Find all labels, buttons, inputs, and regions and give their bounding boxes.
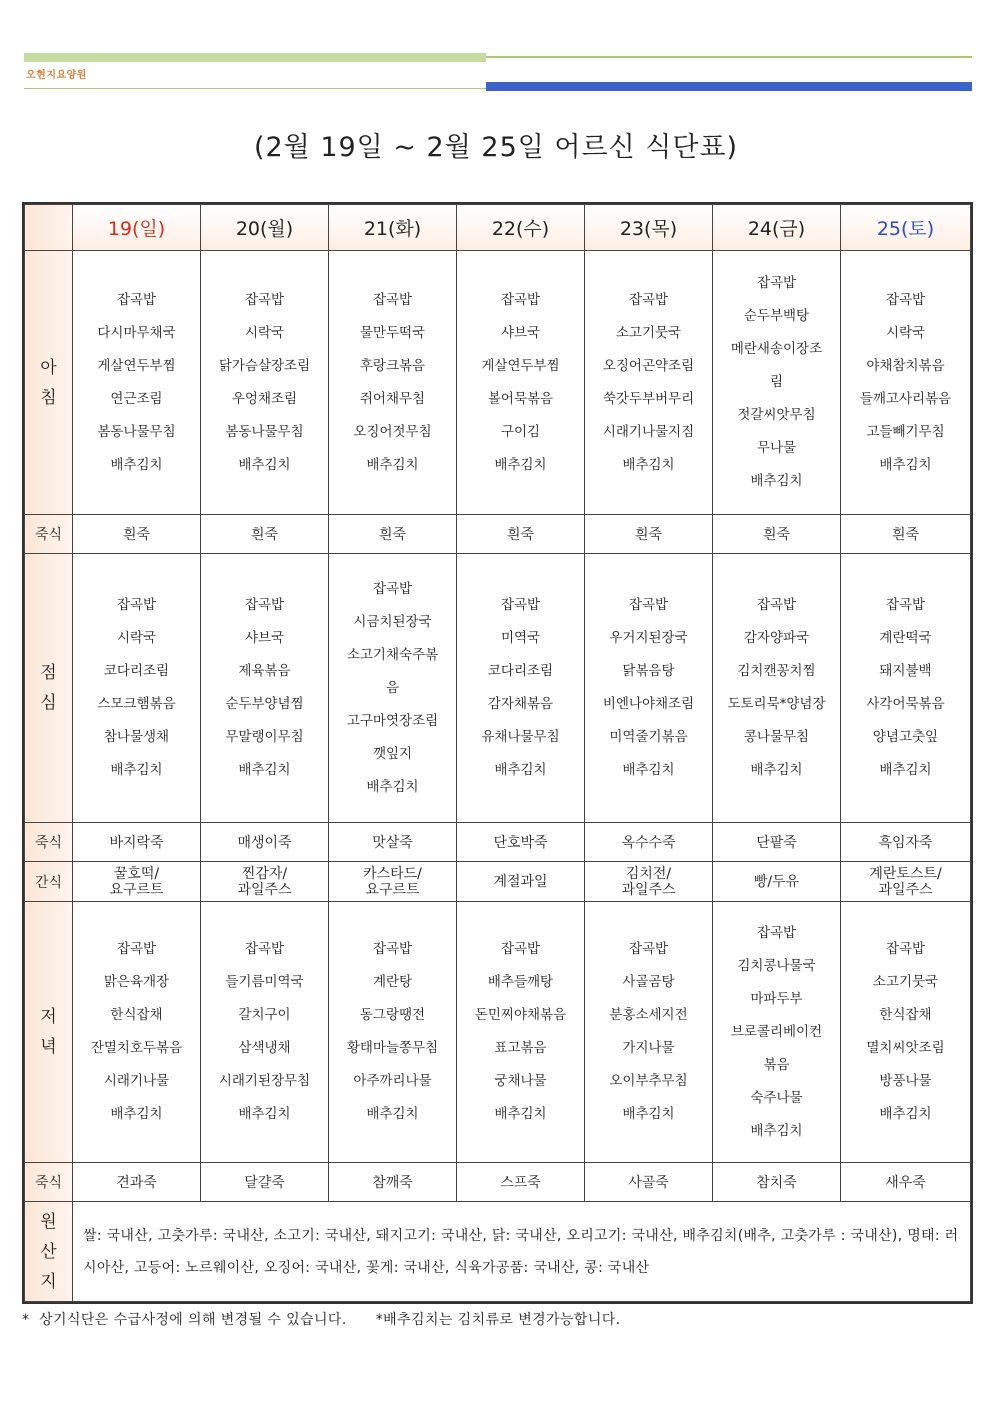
juk-cell: 참치죽 [713, 1163, 841, 1202]
menu-item: 메란새송이장조 [730, 341, 823, 357]
dinner-label [25, 902, 73, 1163]
breakfast-row [25, 251, 971, 515]
breakfast-cell [585, 251, 713, 515]
menu-item: 깻잎지 [372, 745, 413, 762]
lunch-cell [73, 554, 201, 823]
day-header-row [25, 205, 971, 251]
menu-item: 닭볶음탕 [622, 663, 675, 679]
menu-item: 배추김치 [879, 456, 932, 473]
day-header-mon: 20(월) [201, 205, 329, 251]
menu-item: 감자채볶음 [487, 696, 554, 712]
menu-item: 돼지불백 [879, 663, 932, 679]
corner-cell [25, 205, 73, 251]
menu-item: 계란탕 [372, 974, 413, 990]
menu-item: 고들빼기무침 [866, 423, 945, 440]
menu-item: 가지나물 [622, 1040, 675, 1056]
day-header-tue: 21(화) [329, 205, 457, 251]
menu-item: 양념고춧잎 [872, 729, 939, 745]
dinner-cell [329, 902, 457, 1163]
breakfast-cell [713, 251, 841, 515]
menu-item: 잡곡밥 [244, 597, 285, 613]
menu-item: 소고기뭇국 [615, 324, 682, 341]
menu-item: 잡곡밥 [116, 597, 157, 613]
menu-item: 샤브국 [244, 630, 285, 646]
menu-item: 배추김치 [622, 1106, 675, 1122]
menu-item: 림 [769, 374, 784, 390]
dinner-row [25, 902, 971, 1163]
menu-item: 쑥갓두부버무리 [602, 390, 695, 407]
juk-cell: 흰죽 [73, 515, 201, 554]
menu-item: 배추김치 [366, 778, 419, 795]
snack-label: 간식 [25, 862, 73, 902]
menu-item: 배추김치 [879, 1106, 932, 1122]
dinner-label-text: 저녁 [40, 1007, 57, 1057]
menu-item: 과일주스 [237, 881, 292, 898]
menu-item: 배추김치 [494, 456, 547, 473]
menu-item: 배추김치 [110, 1106, 163, 1122]
menu-item: 배추김치 [879, 762, 932, 778]
menu-item: 배추김치 [494, 762, 547, 778]
origin-text: 쌀: 국내산, 고춧가루: 국내산, 소고기: 국내산, 돼지고기: 국내산, 닭: 국내산, 오리고기: 국내산, 배추김치(배추, 고춧가루 : 국내산), 명태: 러시아산, 고등어: 노르웨이산, 오징어: 국내산, 꽃게: 국내산, 식육가공품: 국내산, 콩: 국내산 [73, 1202, 971, 1302]
day-header-thu: 23(목) [585, 205, 713, 251]
menu-item: 오징어곤약조림 [602, 357, 695, 374]
menu-item: 소고기채숙주볶 [346, 646, 439, 663]
menu-item: 시래기나물 [103, 1073, 170, 1089]
breakfast-cell [73, 251, 201, 515]
menu-item: 잡곡밥 [372, 291, 413, 308]
footnote: * 상기식단은 수급사정에 의해 변경될 수 있습니다. *배추김치는 김치류로 변경가능합니다. [22, 1312, 621, 1328]
menu-item: 미역국 [500, 630, 541, 646]
juk-cell: 사골죽 [585, 1163, 713, 1202]
dinner-cell [841, 902, 971, 1163]
menu-item: 닭가슴살장조림 [218, 357, 311, 374]
menu-item: 소고기뭇국 [872, 974, 939, 990]
page-title: (2월 19일 ~ 2월 25일 어르신 식단표) [253, 132, 739, 163]
juk-cell: 흰죽 [713, 515, 841, 554]
menu-item: 시래기된장무침 [218, 1073, 311, 1089]
menu-item: 계란떡국 [879, 630, 932, 646]
breakfast-cell [841, 251, 971, 515]
menu-item: 잡곡밥 [756, 275, 797, 291]
menu-item: 미역줄기볶음 [609, 729, 688, 745]
juk-cell: 흰죽 [585, 515, 713, 554]
menu-item: 게살연두부찜 [97, 357, 176, 374]
menu-item: 삼색냉채 [238, 1040, 291, 1056]
org-name: 오현지요양원 [26, 70, 87, 81]
menu-item: 유채나물무침 [481, 729, 560, 745]
menu-item: 봄동나물무침 [97, 423, 176, 440]
menu-item: 스모크햄볶음 [97, 696, 176, 712]
lunch-row [25, 554, 971, 823]
menu-item: 구이김 [500, 423, 541, 440]
menu-item: 다시마무채국 [97, 324, 176, 341]
menu-item: 무나물 [756, 440, 797, 456]
menu-item: 마파두부 [750, 990, 803, 1007]
menu-item: 코다리조림 [487, 663, 554, 679]
menu-item: 잡곡밥 [885, 291, 926, 308]
menu-item: 표고볶음 [494, 1040, 547, 1056]
menu-item: 계절과일 [493, 873, 548, 890]
menu-item: 숙주나물 [750, 1089, 803, 1106]
menu-item: 순두부양념찜 [225, 696, 304, 712]
day-header-fri: 24(금) [713, 205, 841, 251]
breakfast-cell [457, 251, 585, 515]
menu-item: 배추김치 [238, 456, 291, 473]
lunch-label [25, 554, 73, 823]
menu-item: 과일주스 [878, 881, 933, 898]
menu-item: 계란토스트/ [869, 865, 942, 882]
juk-cell: 달걀죽 [201, 1163, 329, 1202]
menu-item: 배추김치 [750, 473, 803, 489]
menu-item: 요구르트 [109, 881, 164, 898]
lunch-label-text: 점심 [40, 663, 57, 713]
menu-item: 잡곡밥 [628, 597, 669, 613]
menu-item: 갈치구이 [238, 1007, 291, 1023]
juk-cell: 스프죽 [457, 1163, 585, 1202]
menu-item: 야채참치볶음 [866, 357, 945, 374]
menu-item: 시락국 [244, 324, 285, 341]
menu-item: 한식잡채 [879, 1007, 932, 1023]
menu-item: 빵/두유 [753, 873, 800, 890]
menu-item: 비엔나야채조림 [602, 696, 695, 712]
menu-item: 무말랭이무침 [225, 729, 304, 745]
juk-label: 죽식 [25, 515, 73, 554]
snack-cell [585, 862, 713, 902]
menu-item: 한식잡채 [110, 1007, 163, 1023]
header-blue-bar [486, 82, 972, 91]
dinner-cell [201, 902, 329, 1163]
juk-cell: 흰죽 [457, 515, 585, 554]
juk-cell: 견과죽 [73, 1163, 201, 1202]
lunch-cell [329, 554, 457, 823]
juk-cell: 흰죽 [329, 515, 457, 554]
menu-item: 고구마엿장조림 [346, 712, 439, 729]
day-header-sat: 25(토) [841, 205, 971, 251]
breakfast-label-text: 아침 [40, 357, 57, 408]
menu-item: 오징어젓무침 [353, 423, 432, 440]
menu-item: 배추김치 [622, 762, 675, 778]
juk-cell: 단호박죽 [457, 823, 585, 862]
menu-item: 제육볶음 [238, 663, 291, 679]
menu-item: 배추김치 [494, 1106, 547, 1122]
menu-item: 배추김치 [238, 1106, 291, 1122]
menu-item: 방풍나물 [879, 1073, 932, 1089]
menu-item: 시락국 [116, 630, 157, 646]
juk-cell: 단팥죽 [713, 823, 841, 862]
dinner-cell [457, 902, 585, 1163]
menu-item: 잡곡밥 [244, 291, 285, 308]
menu-item: 동그랑땡전 [359, 1007, 426, 1023]
dinner-juk-row [25, 1163, 971, 1202]
juk-cell: 바지락죽 [73, 823, 201, 862]
menu-item: 잡곡밥 [885, 597, 926, 613]
menu-item: 브로콜리베이컨 [730, 1023, 823, 1040]
juk-cell: 흰죽 [841, 515, 971, 554]
breakfast-cell [201, 251, 329, 515]
meal-table [24, 204, 971, 1302]
origin-label [25, 1202, 73, 1302]
dinner-cell [713, 902, 841, 1163]
menu-item: 배추김치 [750, 762, 803, 778]
menu-item: 콩나물무침 [743, 729, 810, 745]
snack-cell [841, 862, 971, 902]
menu-item: 도토리묵*양념장 [727, 696, 826, 712]
snack-row [25, 862, 971, 902]
snack-cell [329, 862, 457, 902]
breakfast-label [25, 251, 73, 515]
menu-item: 배추김치 [366, 1106, 419, 1122]
menu-item: 배추김치 [366, 456, 419, 473]
menu-item: 잡곡밥 [500, 941, 541, 957]
day-header-wed: 22(수) [457, 205, 585, 251]
menu-item: 물만두떡국 [359, 324, 426, 341]
dinner-cell [73, 902, 201, 1163]
menu-item: 시금치된장국 [353, 613, 432, 630]
menu-item: 우엉채조림 [231, 390, 298, 407]
menu-item: 잔멸치호두볶음 [90, 1040, 183, 1056]
menu-item: 시락국 [885, 324, 926, 341]
menu-item: 사각어묵볶음 [866, 696, 945, 712]
header-green-line [486, 56, 972, 58]
menu-item: 샤브국 [500, 324, 541, 341]
menu-item: 잡곡밥 [116, 941, 157, 957]
menu-item: 잡곡밥 [372, 941, 413, 957]
menu-item: 잡곡밥 [244, 941, 285, 957]
menu-item: 잡곡밥 [628, 941, 669, 957]
lunch-cell [841, 554, 971, 823]
menu-item: 잡곡밥 [756, 597, 797, 613]
menu-item: 요구르트 [365, 881, 420, 898]
menu-item: 궁채나물 [494, 1073, 547, 1089]
menu-item: 게살연두부찜 [481, 357, 560, 374]
day-header-sun: 19(일) [73, 205, 201, 251]
menu-item: 후랑크볶음 [359, 357, 426, 374]
menu-item: 참나물생채 [103, 729, 170, 745]
menu-item: 아주까리나물 [353, 1073, 432, 1089]
snack-cell [201, 862, 329, 902]
snack-cell [713, 862, 841, 902]
menu-item: 봄동나물무침 [225, 423, 304, 440]
menu-item: 잡곡밥 [500, 597, 541, 613]
menu-item: 오이부추무침 [609, 1073, 688, 1089]
lunch-cell [457, 554, 585, 823]
menu-item: 돈민찌야채볶음 [474, 1007, 567, 1023]
header-divider [24, 88, 486, 89]
menu-item: 멸치씨앗조림 [866, 1040, 945, 1056]
menu-item: 잡곡밥 [500, 291, 541, 308]
menu-item: 배추김치 [110, 456, 163, 473]
menu-item: 잡곡밥 [372, 580, 413, 597]
menu-item: 시래기나물지짐 [602, 423, 695, 440]
origin-label-text: 원산지 [40, 1211, 57, 1292]
menu-item: 황태마늘쫑무침 [346, 1040, 439, 1056]
menu-item: 김치전/ [625, 865, 672, 882]
snack-cell [73, 862, 201, 902]
breakfast-cell [329, 251, 457, 515]
menu-item: 들깨고사리볶음 [859, 390, 952, 407]
menu-item: 분홍소세지전 [609, 1007, 688, 1023]
lunch-juk-row [25, 823, 971, 862]
header-green-bar [24, 53, 486, 62]
menu-item: 음 [385, 679, 400, 696]
menu-item: 배추김치 [110, 762, 163, 778]
menu-item: 배추김치 [622, 456, 675, 473]
juk-cell: 흰죽 [201, 515, 329, 554]
menu-item: 맑은육개장 [103, 974, 170, 990]
lunch-cell [585, 554, 713, 823]
menu-item: 잡곡밥 [628, 291, 669, 308]
snack-cell [457, 862, 585, 902]
menu-item: 배추김치 [750, 1122, 803, 1139]
menu-item: 우거지된장국 [609, 630, 688, 646]
menu-item: 들기름미역국 [225, 974, 304, 990]
menu-item: 과일주스 [621, 881, 676, 898]
menu-item: 사골곰탕 [622, 974, 675, 990]
juk-cell: 옥수수죽 [585, 823, 713, 862]
lunch-cell [713, 554, 841, 823]
lunch-cell [201, 554, 329, 823]
menu-item: 젓갈씨앗무침 [737, 407, 816, 423]
juk-cell: 맛살죽 [329, 823, 457, 862]
origin-row [25, 1202, 971, 1302]
menu-item: 볼어묵볶음 [487, 390, 554, 407]
dinner-cell [585, 902, 713, 1163]
menu-item: 볶음 [763, 1056, 790, 1073]
menu-item: 쥐어채무침 [359, 390, 426, 407]
juk-cell: 흑임자죽 [841, 823, 971, 862]
menu-item: 잡곡밥 [116, 291, 157, 308]
menu-item: 김치캔꽁치찜 [737, 663, 816, 679]
menu-item: 잡곡밥 [885, 941, 926, 957]
menu-item: 카스타드/ [363, 865, 422, 882]
juk-cell: 새우죽 [841, 1163, 971, 1202]
menu-item: 꿀호떡/ [113, 865, 160, 882]
menu-item: 김치콩나물국 [737, 957, 816, 974]
menu-item: 찐감자/ [241, 865, 288, 882]
menu-item: 연근조림 [110, 390, 163, 407]
menu-item: 감자양파국 [743, 630, 810, 646]
menu-item: 배추들깨탕 [487, 974, 554, 990]
menu-item: 배추김치 [238, 762, 291, 778]
juk-cell: 참깨죽 [329, 1163, 457, 1202]
menu-item: 잡곡밥 [756, 924, 797, 941]
juk-label: 죽식 [25, 823, 73, 862]
juk-label: 죽식 [25, 1163, 73, 1202]
menu-item: 코다리조림 [103, 663, 170, 679]
menu-item: 순두부백탕 [743, 308, 810, 324]
breakfast-juk-row [25, 515, 971, 554]
juk-cell: 매생이죽 [201, 823, 329, 862]
